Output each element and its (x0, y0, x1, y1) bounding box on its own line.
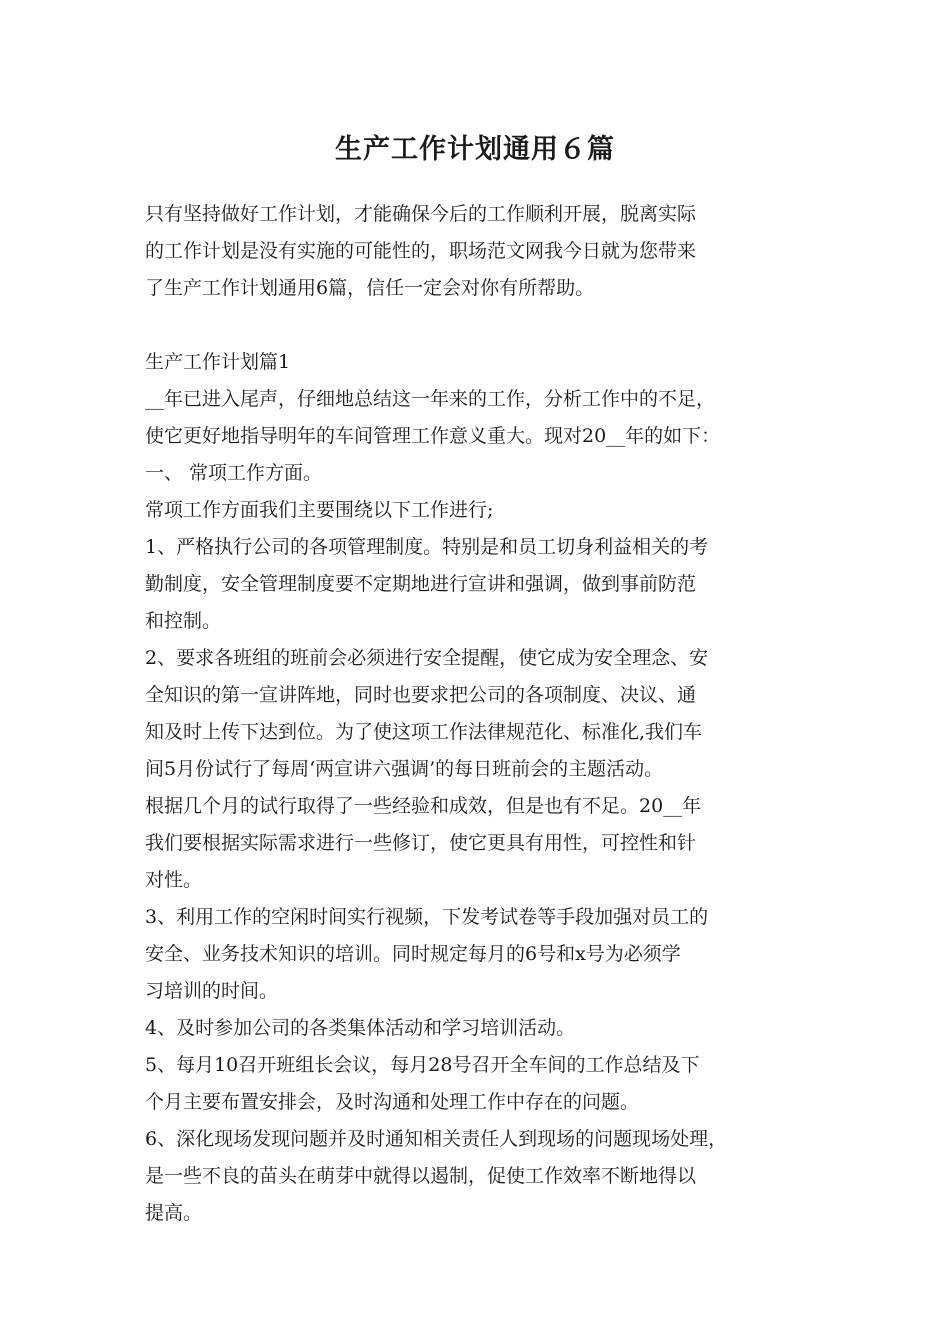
intro-line: 了生产工作计划通用6篇，信任一定会对你有所帮助。 (145, 277, 595, 299)
section-heading: 生产工作计划篇1 (145, 351, 291, 373)
body-line: 对性。 (145, 869, 203, 891)
paragraph-gap (145, 307, 815, 344)
document-body (145, 196, 815, 1232)
body-line: 间5月份试行了每周‘两宣讲六强调’的每日班前会的主题活动。 (145, 758, 664, 780)
body-line: 是一些不良的苗头在萌芽中就得以遏制，促使工作效率不断地得以 (145, 1165, 697, 1187)
body-line: 我们要根据实际需求进行一些修订，使它更具有用性，可控性和针 (145, 832, 697, 854)
body-line: 和控制。 (145, 610, 222, 632)
body-line: 5、每月10召开班组长会议，每月28号召开全车间的工作总结及下 (145, 1054, 700, 1076)
body-line: 习培训的时间。 (145, 980, 279, 1002)
body-line: 1、严格执行公司的各项管理制度。特别是和员工切身利益相关的考 (145, 536, 709, 558)
body-line: 一、 常项工作方面。 (145, 462, 323, 484)
body-line: 3、利用工作的空闲时间实行视频，下发考试卷等手段加强对员工的 (145, 906, 709, 928)
body-line: __年已进入尾声，仔细地总结这一年来的工作，分析工作中的不足， (145, 388, 716, 410)
intro-line: 的工作计划是没有实施的可能性的，职场范文网我今日就为您带来 (145, 240, 697, 262)
page-title: 生产工作计划通用６篇 (335, 134, 615, 165)
body-line: 4、及时参加公司的各类集体活动和学习培训活动。 (145, 1017, 576, 1039)
body-line: 全知识的第一宣讲阵地，同时也要求把公司的各项制度、决议、通 (145, 684, 697, 706)
body-line: 提高。 (145, 1202, 203, 1224)
body-line: 勤制度，安全管理制度要不定期地进行宣讲和强调，做到事前防范 (145, 573, 697, 595)
intro-line: 只有坚持做好工作计划，才能确保今后的工作顺利开展，脱离实际 (145, 203, 697, 225)
body-line: 2、要求各班组的班前会必须进行安全提醒，使它成为安全理念、安 (145, 647, 709, 669)
body-line: 知及时上传下达到位。为了使这项工作法律规范化、标准化,我们车 (145, 721, 703, 743)
body-line: 常项工作方面我们主要围绕以下工作进行; (145, 499, 494, 521)
body-line: 个月主要布置安排会，及时沟通和处理工作中存在的问题。 (145, 1091, 640, 1113)
body-line: 使它更好地指导明年的车间管理工作意义重大。现对20__年的如下： (145, 425, 721, 447)
body-line: 根据几个月的试行取得了一些经验和成效，但是也有不足。20__年 (145, 795, 702, 817)
body-line: 安全、业务技术知识的培训。同时规定每月的6号和x号为必须学 (145, 943, 681, 965)
body-line: 6、深化现场发现问题并及时通知相关责任人到现场的问题现场处理， (145, 1128, 728, 1150)
